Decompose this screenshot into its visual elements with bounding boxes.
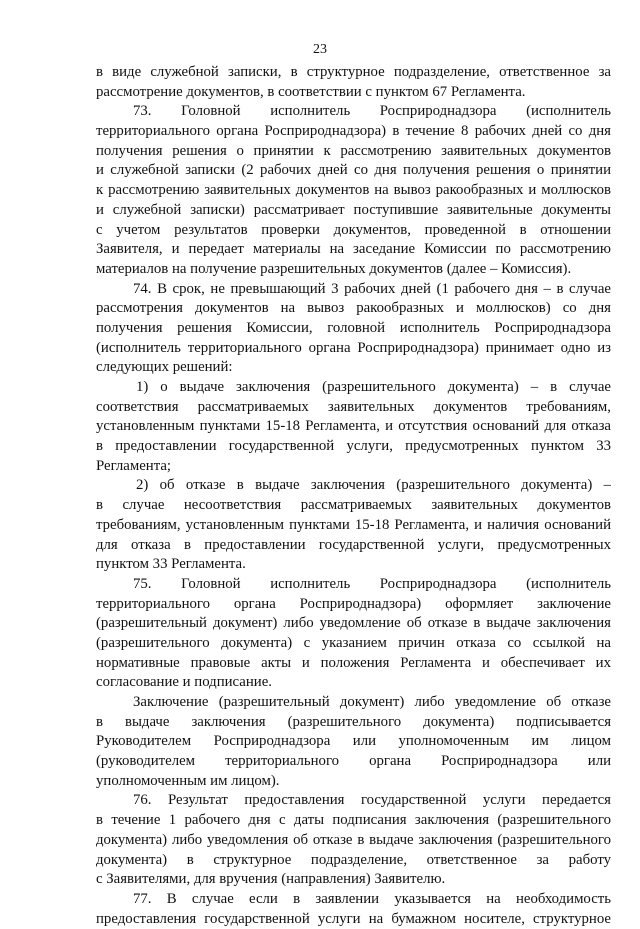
text-line: 77. В случае если в заявлении указывается на необходимость (133, 890, 611, 907)
text-line: рассмотрения документов на вывоз ракообразных и моллюсков) со дня (96, 300, 611, 317)
text-line: в выдаче заключения (разрешительного документа) подписывается (96, 713, 611, 730)
text-line: пунктом 33 Регламента. (96, 556, 246, 573)
text-line: (исполнитель территориального органа Росприроднадзора) принимает одно из (96, 339, 611, 356)
text-line: требованиям, установленным пунктами 15-18 Регламента, и наличия оснований (96, 516, 611, 533)
text-line: нормативные правовые акты и положения Регламента и обеспечивает их (96, 654, 611, 671)
text-line: и служебной записки (2 рабочих дней со дня получения решения о принятии (96, 162, 611, 179)
text-line: 75. Головной исполнитель Росприроднадзора (исполнитель (133, 575, 611, 592)
text-line: в течение 1 рабочего дня с даты подписания заключения (разрешительного (96, 812, 611, 829)
text-line: 1) о выдаче заключения (разрешительного документа) – в случае (136, 379, 611, 395)
text-line: установленным пунктами 15-18 Регламента, и отсутствия оснований для отказа (96, 418, 611, 435)
text-line: материалов на получение разрешительных документов (далее – Комиссия). (96, 260, 572, 277)
text-line: в предоставлении государственной услуги, предусмотренных пунктом 33 (96, 438, 611, 455)
text-line: 74. В срок, не превышающий 3 рабочих дней (1 рабочего дня – в случае (133, 280, 611, 297)
text-line: к рассмотрению заявительных документов на вывоз ракообразных и моллюсков (96, 182, 611, 199)
text-line: получения решения о принятии к рассмотрению заявительных документов (96, 142, 611, 159)
text-line: в виде служебной записки, в структурное подразделение, ответственное за (96, 64, 611, 80)
text-line: для отказа в предоставлении государственной услуги, предусмотренных (96, 536, 611, 553)
text-line: (разрешительного документа) с указанием причин отказа со ссылкой на (96, 634, 611, 651)
text-line: территориального органа Росприроднадзора) в течение 8 рабочих дней со дня (96, 123, 611, 140)
text-line: Регламента; (96, 457, 172, 474)
text-line: предоставления государственной услуги на бумажном носителе, структурное (96, 910, 611, 927)
text-line: получения решения Комиссии, головной исполнитель Росприроднадзора (96, 319, 611, 336)
text-line: следующих решений: (96, 359, 233, 376)
text-line: территориального органа Росприроднадзора) оформляет заключение (96, 595, 611, 612)
text-line: Заявителя, и передает материалы на заседание Комиссии по рассмотрению (96, 241, 611, 258)
text-line: Заключение (разрешительный документ) либо уведомление об отказе (133, 694, 611, 710)
text-line: документа) в структурное подразделение, ответственное за работу (96, 851, 611, 868)
text-line: с Заявителями, для вручения (направления) Заявителю. (96, 871, 446, 888)
text-line: 2) об отказе в выдаче заключения (разрешительного документа) – (136, 477, 611, 494)
text-line: Руководителем Росприроднадзора или уполномоченным им лицом (96, 733, 611, 750)
text-line: 76. Результат предоставления государственной услуги передается (133, 792, 611, 809)
text-line: уполномоченным им лицом). (96, 772, 280, 789)
document-body (96, 63, 611, 929)
text-line: рассмотрение документов, в соответствии с пунктом 67 Регламента. (96, 83, 526, 100)
text-line: 73. Головной исполнитель Росприроднадзора (исполнитель (133, 103, 611, 120)
text-line: соответствия рассматриваемых заявительных документов требованиям, (96, 398, 611, 415)
text-line: согласование и подписание. (96, 674, 272, 691)
text-line: и служебной записки) рассматривает поступившие заявительные документы (96, 201, 611, 218)
text-line: (разрешительный документ) либо уведомление об отказе в выдаче заключения (96, 615, 611, 632)
text-line: документа) либо уведомления об отказе в выдаче заключения (разрешительного (96, 831, 611, 848)
text-line: в случае несоответствия рассматриваемых заявительных документов (96, 497, 611, 514)
text-line: (руководителем территориального органа Росприроднадзора или (96, 753, 611, 770)
text-line: с учетом результатов проверки документов, проведенной в отношении (96, 221, 611, 238)
page-number: 23 (313, 42, 327, 57)
